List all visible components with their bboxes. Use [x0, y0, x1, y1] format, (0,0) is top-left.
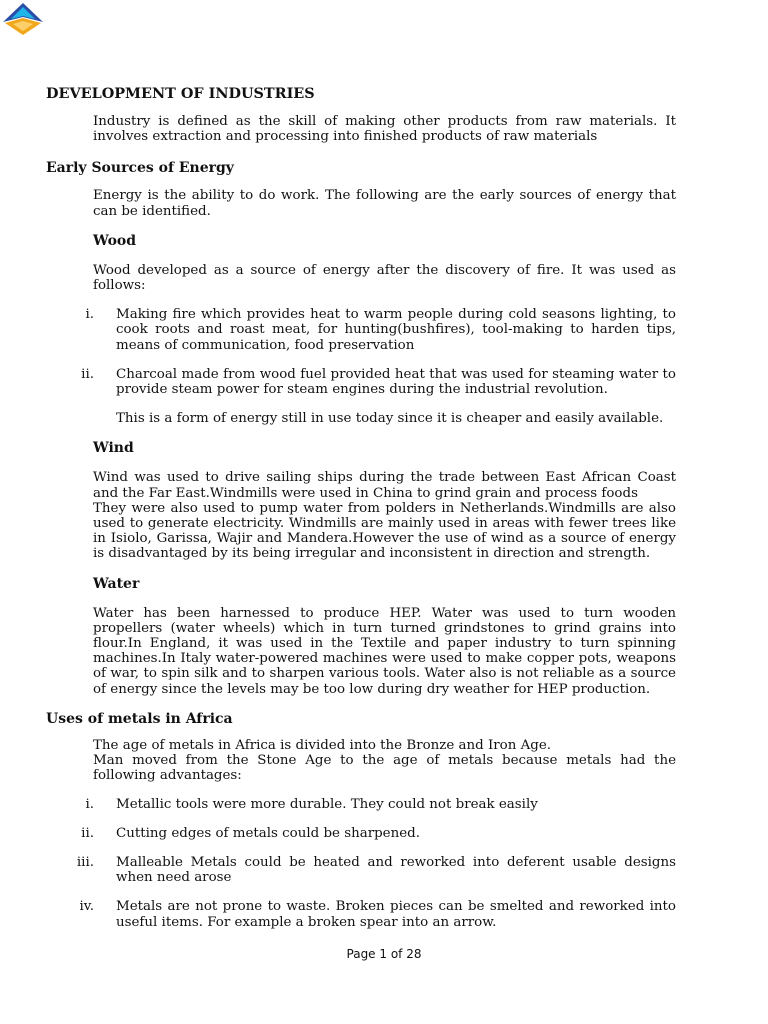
water-paragraph: Water has been harnessed to produce HEP. Water was used to turn wooden propellers (water wheels) which in turn turned grindstones to grind grains into flour.In England, it was used in the Textile and paper industry to turn spinning machines.In Italy water-powered machines were used to make copper pots, weapons of war, to spin silk and to sharpen various tools. Water also is not reliable as a source of energy since the levels may be too low during dry weather for HEP production. [93, 605, 676, 697]
list-text: Cutting edges of metals could be sharpened. [116, 825, 420, 841]
list-text: Making fire which provides heat to warm people during cold seasons lighting, to cook roots and roast meat, for hunting(bushfires), tool-making to harden tips, means of communication, food preservation [116, 307, 676, 353]
list-item [81, 825, 676, 841]
list-number: i. [85, 797, 94, 813]
wind-heading: Wind [93, 440, 134, 457]
list-text: Metals are not prone to waste. Broken pieces can be smelted and reworked into useful items. For example a broken spear into an arrow. [116, 899, 676, 930]
intro-paragraph: Industry is defined as the skill of making other products from raw materials. It involves extraction and processing into finished products of raw materials [93, 114, 676, 145]
energy-heading: Early Sources of Energy [46, 160, 234, 177]
list-number: i. [85, 307, 94, 323]
list-text: Malleable Metals could be heated and reworked into deferent usable designs when need arose [116, 854, 676, 886]
metals-heading: Uses of metals in Africa [46, 710, 233, 727]
list-number: ii. [81, 366, 94, 382]
wind-paragraph-1: Wind was used to drive sailing ships during the trade between East African Coast and the Far East.Windmills were used in China to grind grain and process foods [93, 470, 676, 501]
list-text: Metallic tools were more durable. They could not break easily [116, 797, 538, 813]
diamond-logo-icon [2, 2, 44, 36]
page-title: DEVELOPMENT OF INDUSTRIES [46, 85, 315, 102]
list-item [85, 307, 676, 353]
metals-paragraph-1: The age of metals in Africa is divided into the Bronze and Iron Age. [93, 737, 552, 753]
list-number: iv. [79, 899, 94, 915]
water-heading: Water [93, 575, 140, 592]
wind-paragraph-2: They were also used to pump water from polders in Netherlands.Windmills are also used to generate electricity. Windmills are mainly used in areas with fewer trees like in Isiolo, Garissa, Wajir and Mandera.However the use of wind as a source of energy is disadvantaged by its being irregular and inconsistent in direction and strength. [93, 500, 676, 562]
list-item [79, 899, 676, 930]
list-item [85, 797, 676, 813]
list-item [76, 854, 676, 886]
metals-paragraph-2: Man moved from the Stone Age to the age of metals because metals had the following advantages: [93, 753, 676, 784]
wood-intro: Wood developed as a source of energy after the discovery of fire. It was used as follows: [93, 262, 676, 294]
wood-heading: Wood [93, 232, 137, 249]
list-text: Charcoal made from wood fuel provided heat that was used for steaming water to provide steam power for steam engines during the industrial revolution. [116, 366, 676, 398]
wood-note: This is a form of energy still in use today since it is cheaper and easily available. [116, 411, 664, 427]
document-body [46, 84, 676, 930]
energy-intro: Energy is the ability to do work. The following are the early sources of energy that can be identified. [93, 188, 676, 219]
list-number: iii. [76, 854, 94, 870]
list-number: ii. [81, 825, 94, 841]
list-item [81, 366, 676, 398]
page-number: Page 1 of 28 [346, 947, 422, 961]
